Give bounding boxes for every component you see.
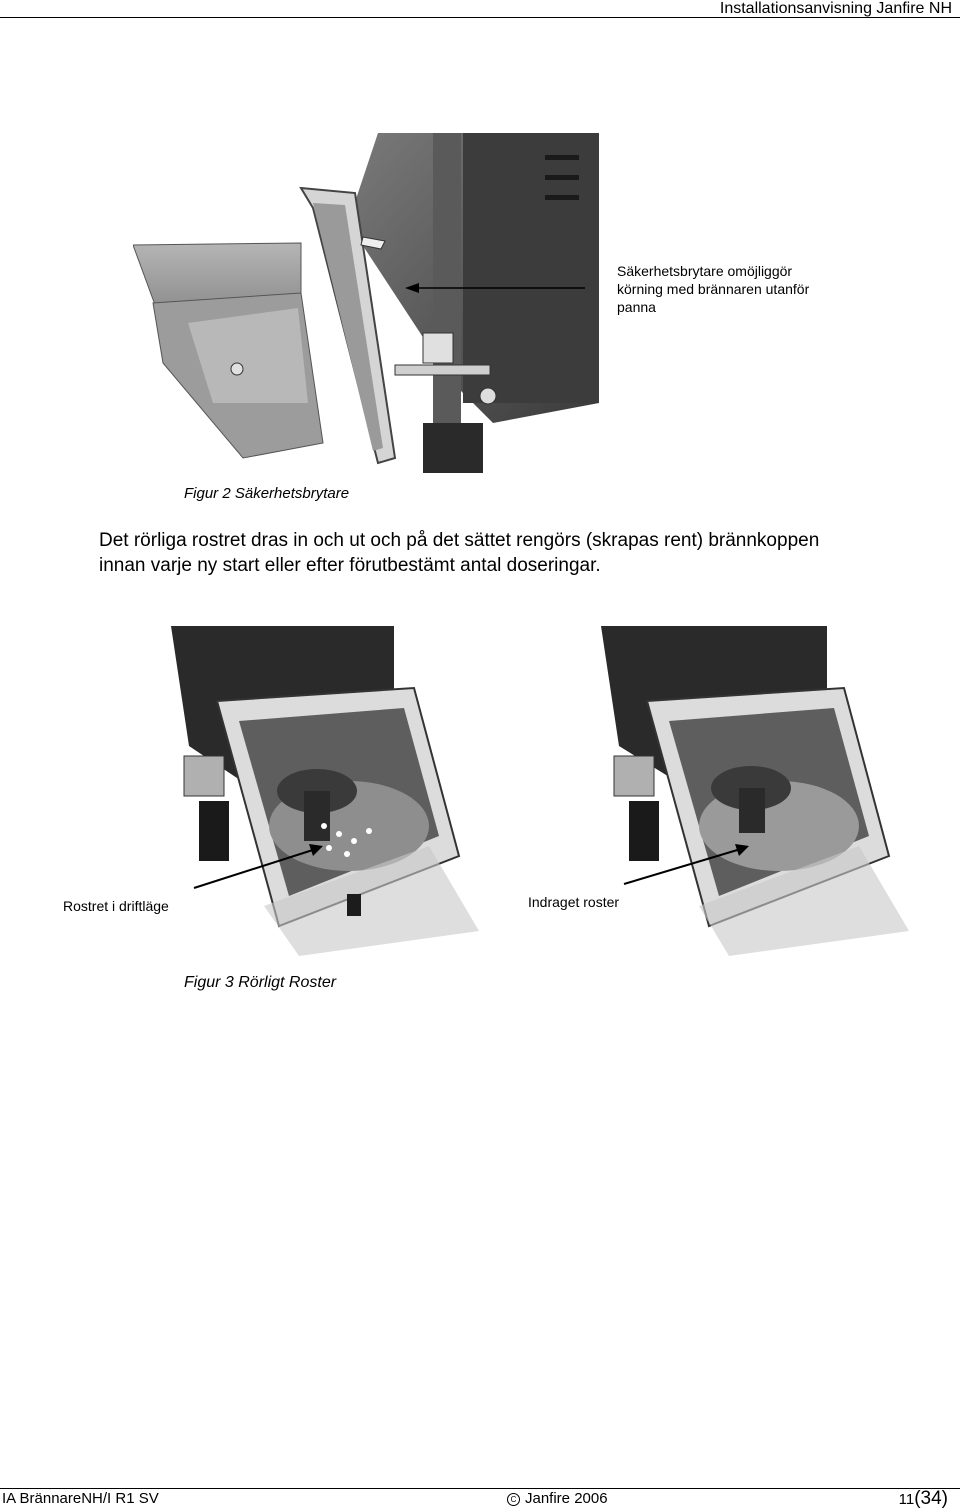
footer-copyright-text: Janfire 2006 (525, 1490, 608, 1507)
figure3-left-label: Rostret i driftläge (63, 898, 169, 914)
figure2-callout-line3: panna (617, 299, 656, 315)
body-paragraph (99, 528, 939, 578)
figure3-illustration (99, 626, 921, 962)
page-number: 11 (898, 1491, 915, 1508)
footer-document-id: IA BrännareNH/I R1 SV (2, 1490, 159, 1507)
figure2-caption: Figur 2 Säkerhetsbrytare (184, 485, 350, 502)
page-total: (34) (914, 1488, 948, 1509)
figure3-caption: Figur 3 Rörligt Roster (184, 974, 337, 991)
header-divider (0, 17, 960, 18)
footer-copyright (507, 1490, 608, 1508)
figure2-callout-line1: Säkerhetsbrytare omöjliggör (617, 263, 793, 279)
figure2-callout-line2: körning med brännaren utanför (617, 281, 810, 297)
body-line1: Det rörliga rostret dras in och ut och på det sättet rengörs (skrapas rent) brännkoppen (99, 530, 820, 551)
footer-page-number (899, 1490, 948, 1509)
figure3-right-label: Indraget roster (528, 894, 620, 910)
body-line2: innan varje ny start eller efter förutbestämt antal doseringar. (99, 555, 601, 576)
copyright-icon: C (507, 1493, 520, 1506)
footer-divider (0, 1488, 960, 1489)
figure2-illustration (133, 133, 599, 473)
figure2-callout (617, 262, 857, 316)
header-title: Installationsanvisning Janfire NH (719, 0, 952, 17)
